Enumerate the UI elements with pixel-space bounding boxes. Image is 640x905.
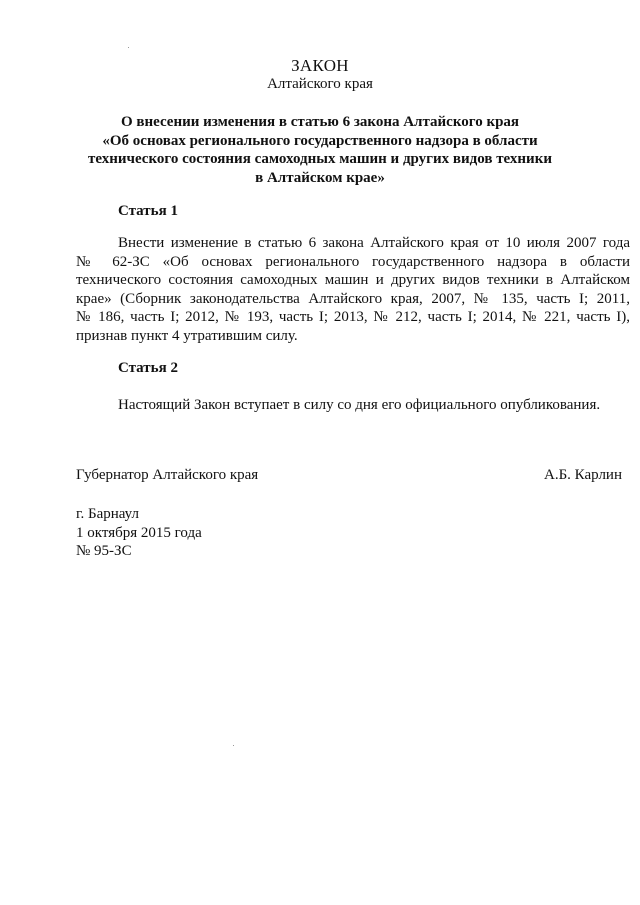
footer-number: № 95-ЗС (76, 543, 132, 559)
signature-position: Губернатор Алтайского края (76, 467, 259, 483)
document-title: ЗАКОН (291, 56, 349, 75)
article-2-title: Статья 2 (118, 360, 178, 376)
scan-speck (128, 47, 129, 48)
article-1-body (76, 234, 630, 345)
article-1-line: Внести изменение в статью 6 закона Алтайского края от 10 июля 2007 года (118, 235, 630, 251)
article-1-title: Статья 1 (118, 203, 178, 219)
law-heading (70, 113, 570, 187)
article-1-line: крае» (Сборник законодательства Алтайского края, 2007, № 135, часть I; 2011, (76, 290, 630, 307)
document-footer (76, 505, 202, 561)
article-1-line: технического состояния самоходных машин и других видов техники в Алтайском (76, 272, 630, 288)
heading-line: О внесении изменения в статью 6 закона Алтайского края (120, 114, 520, 130)
footer-city: г. Барнаул (76, 506, 139, 522)
article-1-line: № 62-ЗС «Об основах регионального государственного надзора в области (76, 253, 630, 270)
scan-speck (233, 745, 234, 746)
heading-line: «Об основах регионального государственного надзора в области (102, 132, 538, 149)
heading-line: технического состояния самоходных машин и других видов техники (88, 151, 552, 167)
signature-name: А.Б. Карлин (543, 467, 622, 483)
article-1-line: № 186, часть I; 2012, № 193, часть I; 2013, № 212, часть I; 2014, № 221, часть I), (76, 309, 630, 325)
document-subtitle: Алтайского края (267, 76, 373, 92)
article-1-line: признав пункт 4 утратившим силу. (76, 327, 298, 344)
footer-date: 1 октября 2015 года (76, 524, 202, 541)
article-2-body: Настоящий Закон вступает в силу со дня его официального опубликования. (118, 397, 601, 413)
heading-line: в Алтайском крае» (255, 169, 385, 186)
